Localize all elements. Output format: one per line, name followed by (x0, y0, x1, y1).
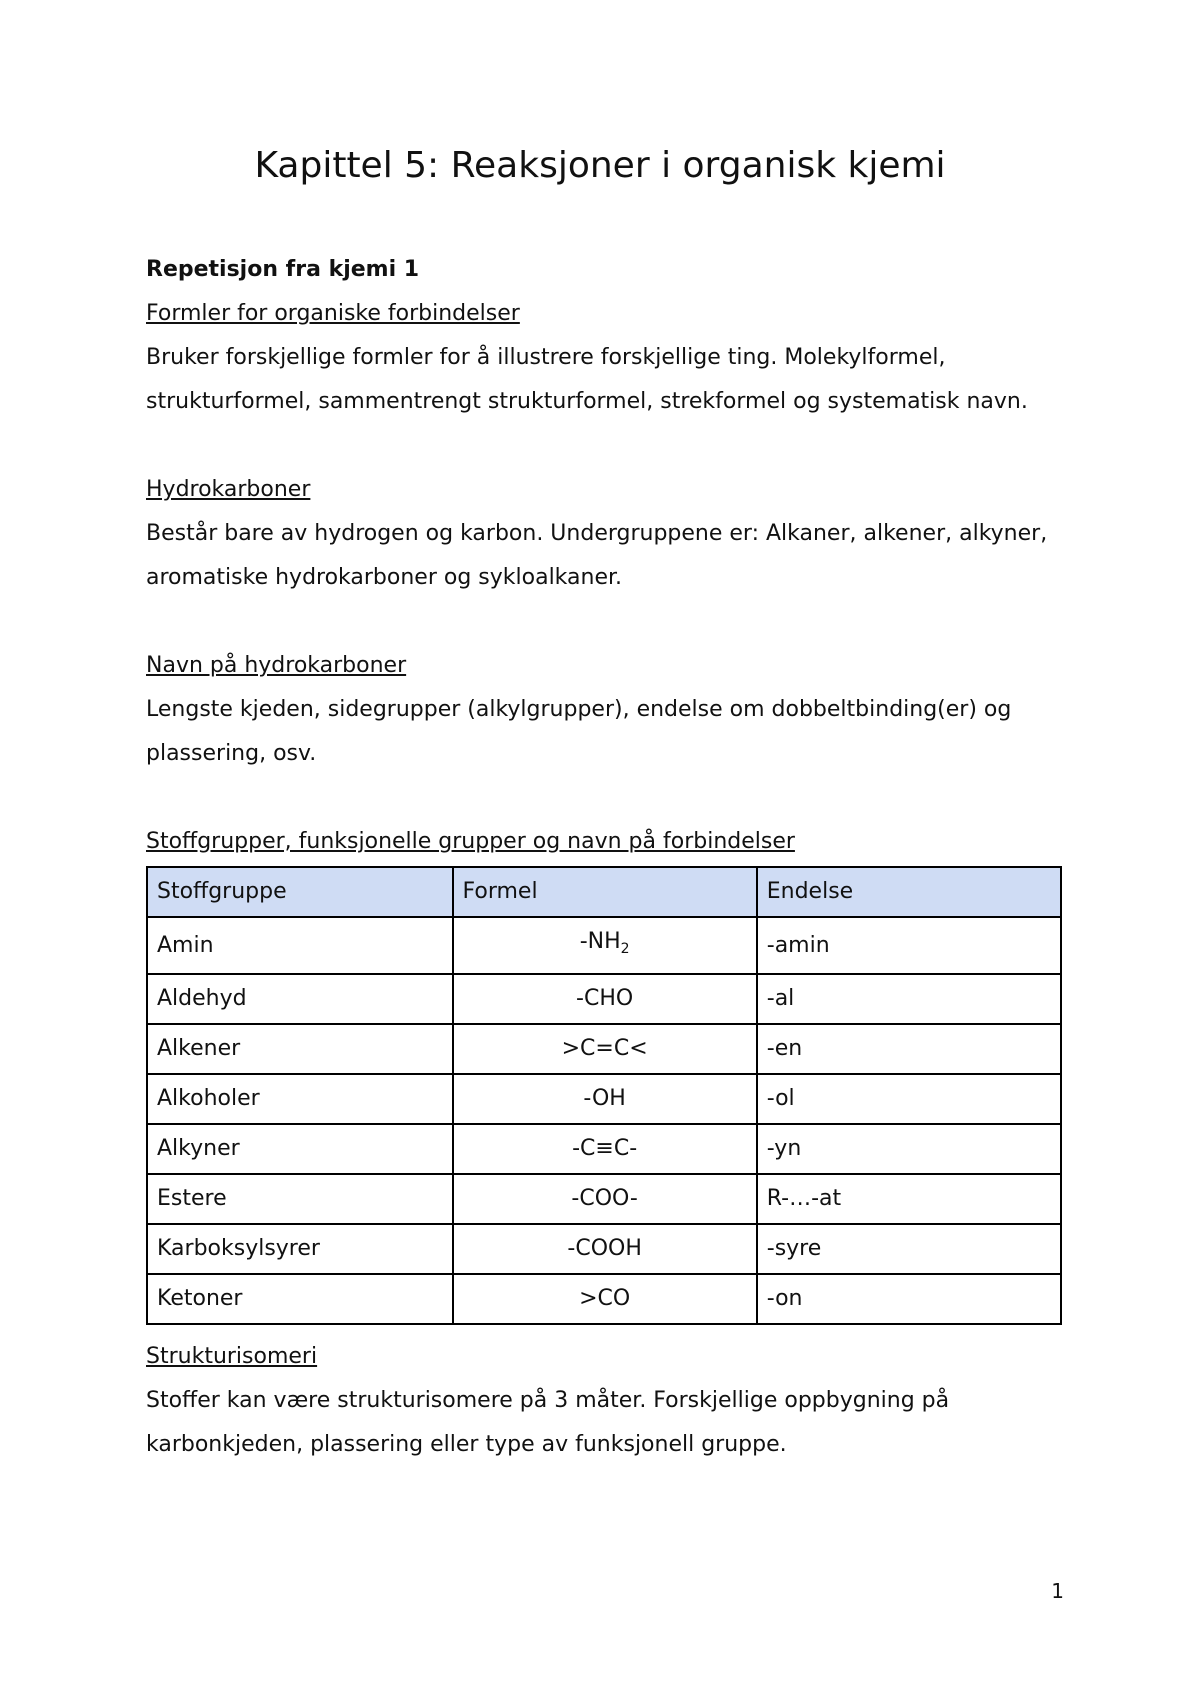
table-row (147, 1024, 1061, 1074)
cell-group: Alkyner (147, 1124, 453, 1174)
cell-formula: >CO (453, 1274, 757, 1324)
cell-ending: -al (757, 974, 1061, 1024)
formula-subscript: 2 (620, 941, 630, 957)
column-header-ending: Endelse (757, 867, 1061, 917)
table-row (147, 1124, 1061, 1174)
subheading-structural-isomerism: Strukturisomeri (146, 1344, 318, 1369)
formula-text: -NH (579, 929, 621, 954)
column-header-formula: Formel (453, 867, 757, 917)
cell-group: Aldehyd (147, 974, 453, 1024)
cell-group: Estere (147, 1174, 453, 1224)
paragraph-formulas: Bruker forskjellige formler for å illustrere forskjellige ting. Molekylformel, strukturformel, sammentrengt strukturformel, strekformel og systematisk navn. (146, 345, 1028, 414)
cell-formula: -COOH (453, 1224, 757, 1274)
paragraph-hydrocarbon-names: Lengste kjeden, sidegrupper (alkylgrupper), endelse om dobbeltbinding(er) og plassering, osv. (146, 697, 1012, 766)
table-row (147, 1274, 1061, 1324)
paragraph-hydrocarbons: Består bare av hydrogen og karbon. Undergruppene er: Alkaner, alkener, alkyner, aromatiske hydrokarboner og sykloalkaner. (146, 521, 1048, 590)
cell-formula (453, 917, 757, 974)
cell-formula: -CHO (453, 974, 757, 1024)
cell-ending: R-…-at (757, 1174, 1061, 1224)
cell-ending: -on (757, 1274, 1061, 1324)
cell-group: Ketoner (147, 1274, 453, 1324)
cell-group: Karboksylsyrer (147, 1224, 453, 1274)
cell-group: Alkoholer (147, 1074, 453, 1124)
subheading-functional-groups: Stoffgrupper, funksjonelle grupper og navn på forbindelser (146, 829, 795, 854)
table-row (147, 1224, 1061, 1274)
table-row (147, 974, 1061, 1024)
cell-group: Amin (147, 917, 453, 974)
cell-ending: -yn (757, 1124, 1061, 1174)
cell-ending: -amin (757, 917, 1061, 974)
subheading-hydrocarbon-names: Navn på hydrokarboner (146, 653, 407, 678)
cell-formula: -C≡C- (453, 1124, 757, 1174)
cell-formula: >C=C< (453, 1024, 757, 1074)
section-heading: Repetisjon fra kjemi 1 (146, 257, 420, 282)
cell-formula: -OH (453, 1074, 757, 1124)
document-body (146, 248, 1066, 1467)
cell-ending: -ol (757, 1074, 1061, 1124)
paragraph-structural-isomerism: Stoffer kan være strukturisomere på 3 måter. Forskjellige oppbygning på karbonkjeden, plassering eller type av funksjonell gruppe. (146, 1388, 950, 1457)
cell-ending: -en (757, 1024, 1061, 1074)
subheading-formulas: Formler for organiske forbindelser (146, 301, 520, 326)
column-header-group: Stoffgruppe (147, 867, 453, 917)
table-row (147, 917, 1061, 974)
cell-group: Alkener (147, 1024, 453, 1074)
functional-groups-table (146, 866, 1062, 1325)
cell-formula: -COO- (453, 1174, 757, 1224)
table-header-row (147, 867, 1061, 917)
subheading-hydrocarbons: Hydrokarboner (146, 477, 311, 502)
cell-ending: -syre (757, 1224, 1061, 1274)
table-row (147, 1174, 1061, 1224)
page-title: Kapittel 5: Reaksjoner i organisk kjemi (254, 145, 946, 186)
table-row (147, 1074, 1061, 1124)
page-number: 1 (1051, 1579, 1064, 1603)
